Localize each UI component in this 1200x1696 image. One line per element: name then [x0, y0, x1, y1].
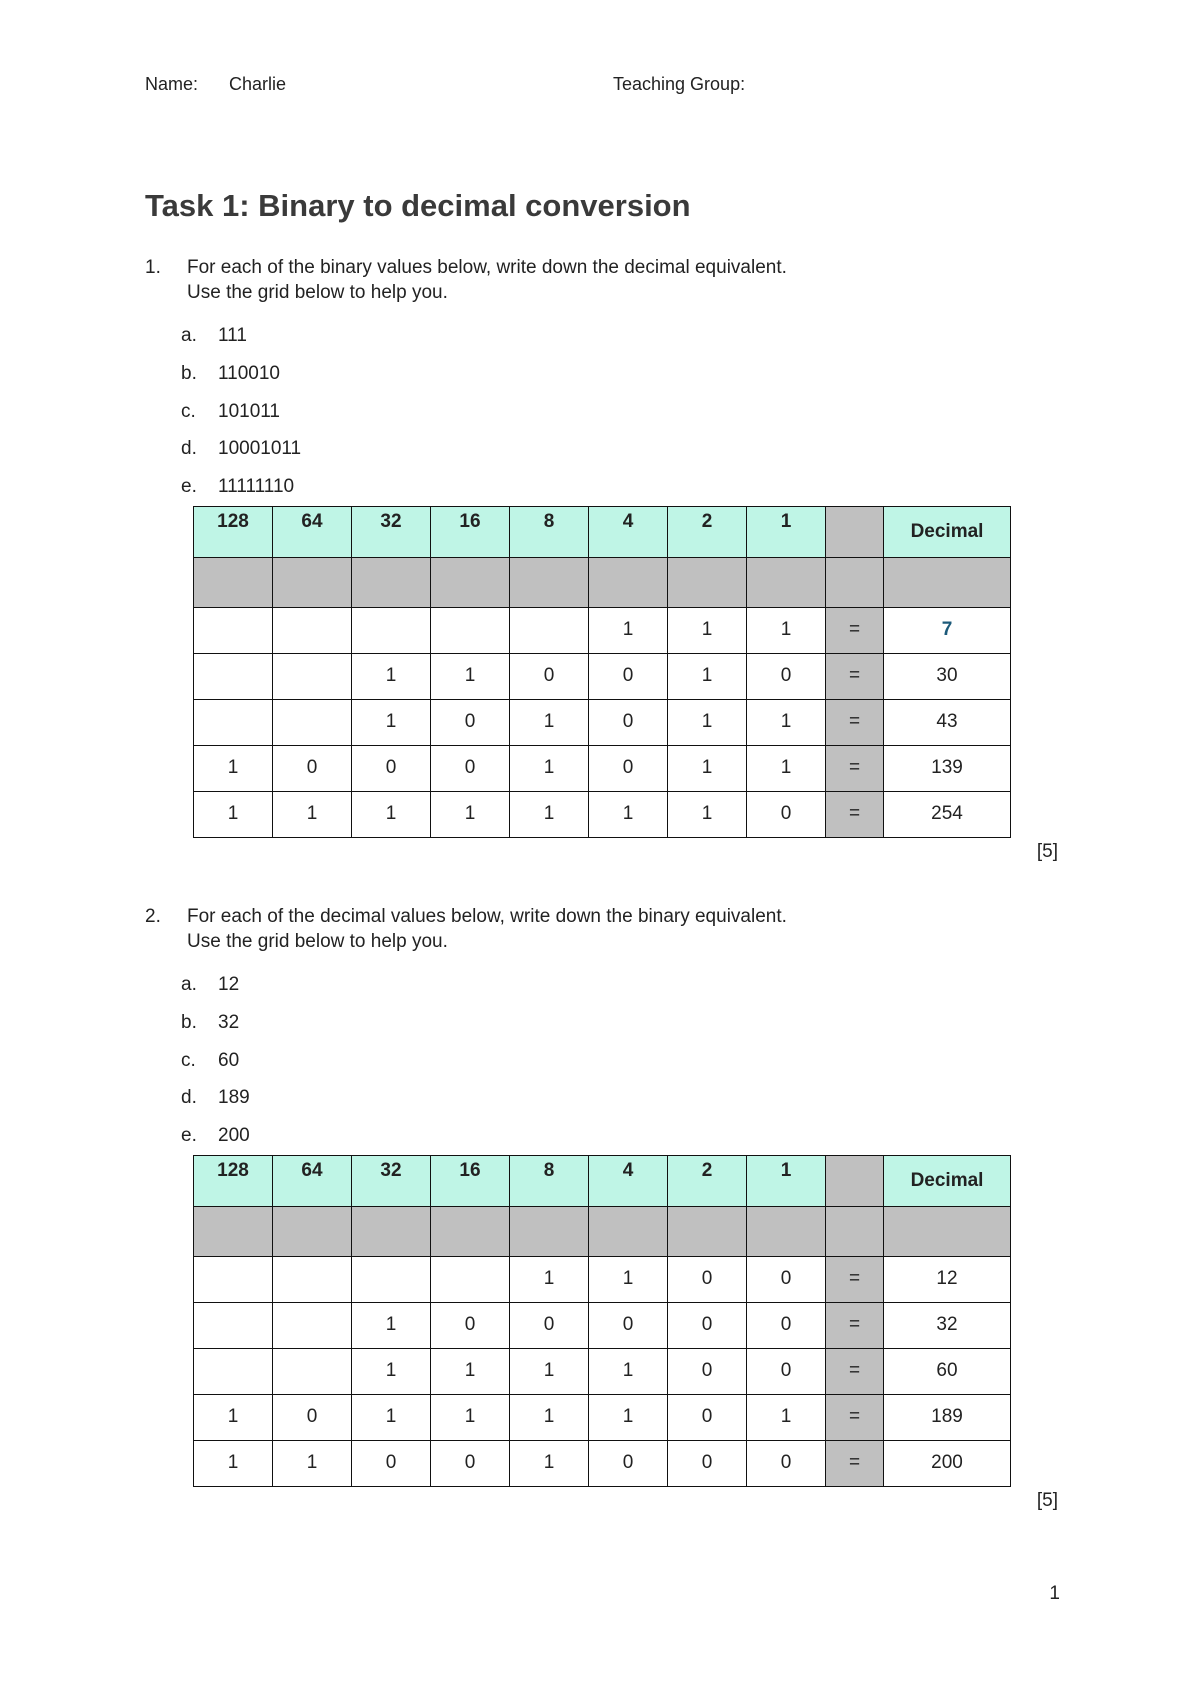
bit-cell: 1 [668, 607, 747, 653]
bit-cell: 1 [431, 1348, 510, 1394]
decimal-header: Decimal [884, 1155, 1011, 1206]
bit-cell [273, 1348, 352, 1394]
shaded-cell [668, 557, 747, 607]
table-row [194, 1348, 1011, 1394]
decimal-cell [884, 745, 1011, 791]
equals-header [826, 506, 884, 557]
bit-cell: 0 [747, 1440, 826, 1486]
table-row [194, 791, 1011, 837]
bit-cell: 1 [510, 791, 589, 837]
shaded-cell [826, 1206, 884, 1256]
grid-header-row [194, 506, 1011, 557]
bit-cell: 0 [510, 1302, 589, 1348]
bit-cell: 1 [510, 1394, 589, 1440]
bit-cell: 1 [589, 1394, 668, 1440]
item-letter: d. [181, 1087, 197, 1109]
name-value: Charlie [229, 74, 287, 94]
decimal-value: 60 [936, 1360, 958, 1382]
question-instruction [145, 255, 1065, 305]
shaded-cell [431, 557, 510, 607]
bit-cell: 0 [668, 1256, 747, 1302]
decimal-cell [884, 1394, 1011, 1440]
marks: [5] [1036, 840, 1058, 862]
equals-cell: = [826, 1256, 884, 1302]
decimal-value: 254 [931, 803, 963, 825]
equals-cell: = [826, 791, 884, 837]
bit-cell: 1 [668, 791, 747, 837]
item-value: 111 [218, 325, 247, 346]
place-value-header: 128 [194, 1155, 273, 1206]
list-item [181, 468, 1065, 506]
bit-cell [273, 1302, 352, 1348]
bit-cell: 1 [273, 1440, 352, 1486]
item-value: 189 [218, 1087, 250, 1109]
decimal-value: 12 [936, 1268, 958, 1290]
decimal-value: 200 [931, 1452, 963, 1474]
bit-cell: 0 [273, 1394, 352, 1440]
item-letter: e. [181, 476, 197, 498]
equals-cell: = [826, 653, 884, 699]
bit-cell: 0 [431, 1440, 510, 1486]
bit-cell: 1 [352, 1348, 431, 1394]
item-letter: b. [181, 362, 197, 384]
bit-cell: 1 [589, 1256, 668, 1302]
place-value-header: 64 [273, 506, 352, 557]
marks: [5] [1036, 1489, 1058, 1511]
bit-cell: 1 [747, 745, 826, 791]
list-item [181, 1004, 1065, 1042]
decimal-cell [884, 791, 1011, 837]
list-item [181, 430, 1065, 468]
shaded-cell [884, 557, 1011, 607]
bit-cell: 1 [194, 745, 273, 791]
shaded-cell [273, 1206, 352, 1256]
bit-cell [431, 607, 510, 653]
bit-cell: 0 [589, 1302, 668, 1348]
table-row [194, 745, 1011, 791]
bit-cell: 1 [194, 791, 273, 837]
bit-cell: 0 [589, 699, 668, 745]
list-item [181, 317, 1065, 355]
item-value: 11111110 [218, 476, 295, 498]
shaded-cell [510, 1206, 589, 1256]
question-number: 1. [145, 257, 161, 278]
place-value-header: 1 [747, 506, 826, 557]
teaching-group-label: Teaching Group: [613, 74, 746, 94]
bit-cell: 1 [352, 1302, 431, 1348]
shaded-cell [194, 557, 273, 607]
shaded-cell [194, 1206, 273, 1256]
place-value-header: 32 [352, 506, 431, 557]
bit-cell: 0 [431, 1302, 510, 1348]
shaded-cell [668, 1206, 747, 1256]
table-row [194, 1394, 1011, 1440]
equals-cell: = [826, 1440, 884, 1486]
bit-cell: 1 [194, 1394, 273, 1440]
item-letter: a. [181, 325, 197, 346]
item-value: 110010 [218, 362, 280, 384]
bit-cell: 1 [510, 1440, 589, 1486]
question-number: 2. [145, 906, 161, 927]
decimal-header: Decimal [884, 506, 1011, 557]
shaded-cell [431, 1206, 510, 1256]
place-value-header: 2 [668, 506, 747, 557]
place-value-header: 32 [352, 1155, 431, 1206]
bit-cell: 0 [431, 699, 510, 745]
equals-cell: = [826, 745, 884, 791]
equals-cell: = [826, 607, 884, 653]
bit-cell [194, 699, 273, 745]
question-2 [145, 904, 1065, 1512]
bit-cell [273, 699, 352, 745]
question-1 [145, 255, 1065, 863]
item-value: 10001011 [218, 438, 302, 460]
bit-cell [352, 1256, 431, 1302]
bit-cell [194, 1256, 273, 1302]
place-value-header: 8 [510, 1155, 589, 1206]
table-row [194, 699, 1011, 745]
bit-cell: 1 [747, 607, 826, 653]
list-item [181, 966, 1065, 1004]
item-letter: c. [181, 400, 196, 422]
item-letter: e. [181, 1125, 197, 1147]
grid-shaded-row [194, 1206, 1011, 1256]
equals-cell: = [826, 1302, 884, 1348]
place-value-header: 16 [431, 1155, 510, 1206]
value-list [181, 317, 1065, 506]
bit-cell [194, 1302, 273, 1348]
bit-cell: 1 [747, 1394, 826, 1440]
decimal-value: 139 [931, 757, 963, 779]
bit-cell: 0 [747, 791, 826, 837]
bit-cell [194, 653, 273, 699]
bit-cell: 0 [747, 1302, 826, 1348]
decimal-cell [884, 1440, 1011, 1486]
instruction-line: Use the grid below to help you. [187, 282, 448, 303]
table-row [194, 1302, 1011, 1348]
decimal-cell [884, 653, 1011, 699]
bit-cell: 0 [589, 745, 668, 791]
equals-cell: = [826, 1394, 884, 1440]
decimal-cell [884, 699, 1011, 745]
question-instruction [145, 904, 1065, 954]
shaded-cell [273, 557, 352, 607]
bit-cell: 0 [747, 1256, 826, 1302]
item-letter: d. [181, 438, 197, 460]
page-number: 1 [1049, 1583, 1060, 1604]
value-list [181, 966, 1065, 1155]
shaded-cell [352, 1206, 431, 1256]
bit-cell [273, 653, 352, 699]
decimal-value: 30 [936, 665, 958, 687]
bit-cell: 0 [668, 1440, 747, 1486]
bit-cell: 1 [668, 745, 747, 791]
list-item [181, 1079, 1065, 1117]
equals-header [826, 1155, 884, 1206]
item-letter: a. [181, 974, 197, 995]
bit-cell: 0 [273, 745, 352, 791]
item-letter: b. [181, 1011, 197, 1033]
decimal-cell [884, 1302, 1011, 1348]
conversion-grid [193, 1155, 1011, 1487]
bit-cell: 1 [273, 791, 352, 837]
bit-cell: 1 [352, 1394, 431, 1440]
decimal-value: 43 [936, 711, 958, 733]
place-value-header: 16 [431, 506, 510, 557]
place-value-header: 8 [510, 506, 589, 557]
conversion-grid [193, 506, 1011, 838]
bit-cell [273, 607, 352, 653]
bit-cell: 0 [589, 653, 668, 699]
decimal-value: 7 [941, 619, 953, 641]
bit-cell: 0 [352, 1440, 431, 1486]
bit-cell: 1 [510, 699, 589, 745]
item-value: 200 [218, 1125, 250, 1147]
item-letter: c. [181, 1049, 196, 1071]
instruction-line: For each of the decimal values below, write down the binary equivalent. [187, 906, 787, 927]
bit-cell: 1 [352, 791, 431, 837]
table-row [194, 1256, 1011, 1302]
bit-cell [510, 607, 589, 653]
name-label: Name: [145, 74, 199, 94]
shaded-cell [826, 557, 884, 607]
bit-cell: 0 [431, 745, 510, 791]
bit-cell: 1 [431, 653, 510, 699]
bit-cell: 0 [352, 745, 431, 791]
task-title: Task 1: Binary to decimal conversion [145, 188, 691, 223]
decimal-cell [884, 1256, 1011, 1302]
table-row [194, 607, 1011, 653]
bit-cell [273, 1256, 352, 1302]
bit-cell: 1 [431, 1394, 510, 1440]
shaded-cell [589, 557, 668, 607]
bit-cell [431, 1256, 510, 1302]
bit-cell: 1 [352, 699, 431, 745]
grid-header-row [194, 1155, 1011, 1206]
place-value-header: 128 [194, 506, 273, 557]
list-item [181, 393, 1065, 431]
bit-cell: 1 [510, 745, 589, 791]
grid-shaded-row [194, 557, 1011, 607]
bit-cell [194, 607, 273, 653]
bit-cell: 0 [589, 1440, 668, 1486]
bit-cell [194, 1348, 273, 1394]
list-item [181, 1117, 1065, 1155]
decimal-cell [884, 1348, 1011, 1394]
list-item [181, 355, 1065, 393]
decimal-value: 189 [931, 1406, 963, 1428]
bit-cell: 0 [510, 653, 589, 699]
decimal-cell [884, 607, 1011, 653]
instruction-line: Use the grid below to help you. [187, 931, 448, 952]
bit-cell: 1 [431, 791, 510, 837]
equals-cell: = [826, 1348, 884, 1394]
equals-cell: = [826, 699, 884, 745]
shaded-cell [589, 1206, 668, 1256]
decimal-value: 32 [936, 1314, 958, 1336]
bit-cell: 0 [747, 653, 826, 699]
shaded-cell [884, 1206, 1011, 1256]
place-value-header: 1 [747, 1155, 826, 1206]
bit-cell: 0 [747, 1348, 826, 1394]
shaded-cell [352, 557, 431, 607]
table-row [194, 653, 1011, 699]
bit-cell: 0 [668, 1394, 747, 1440]
bit-cell: 1 [668, 699, 747, 745]
bit-cell: 1 [510, 1256, 589, 1302]
shaded-cell [747, 1206, 826, 1256]
bit-cell: 0 [668, 1302, 747, 1348]
bit-cell: 1 [747, 699, 826, 745]
place-value-header: 4 [589, 506, 668, 557]
item-value: 32 [218, 1011, 240, 1033]
bit-cell: 1 [668, 653, 747, 699]
place-value-header: 64 [273, 1155, 352, 1206]
bit-cell: 1 [510, 1348, 589, 1394]
table-row [194, 1440, 1011, 1486]
place-value-header: 2 [668, 1155, 747, 1206]
place-value-header: 4 [589, 1155, 668, 1206]
bit-cell [352, 607, 431, 653]
shaded-cell [747, 557, 826, 607]
shaded-cell [510, 557, 589, 607]
bit-cell: 0 [668, 1348, 747, 1394]
item-value: 12 [218, 974, 240, 995]
bit-cell: 1 [194, 1440, 273, 1486]
item-value: 101011 [218, 400, 280, 422]
bit-cell: 1 [589, 607, 668, 653]
list-item [181, 1042, 1065, 1080]
item-value: 60 [218, 1049, 240, 1071]
bit-cell: 1 [589, 1348, 668, 1394]
bit-cell: 1 [589, 791, 668, 837]
bit-cell: 1 [352, 653, 431, 699]
instruction-line: For each of the binary values below, write down the decimal equivalent. [187, 257, 787, 278]
